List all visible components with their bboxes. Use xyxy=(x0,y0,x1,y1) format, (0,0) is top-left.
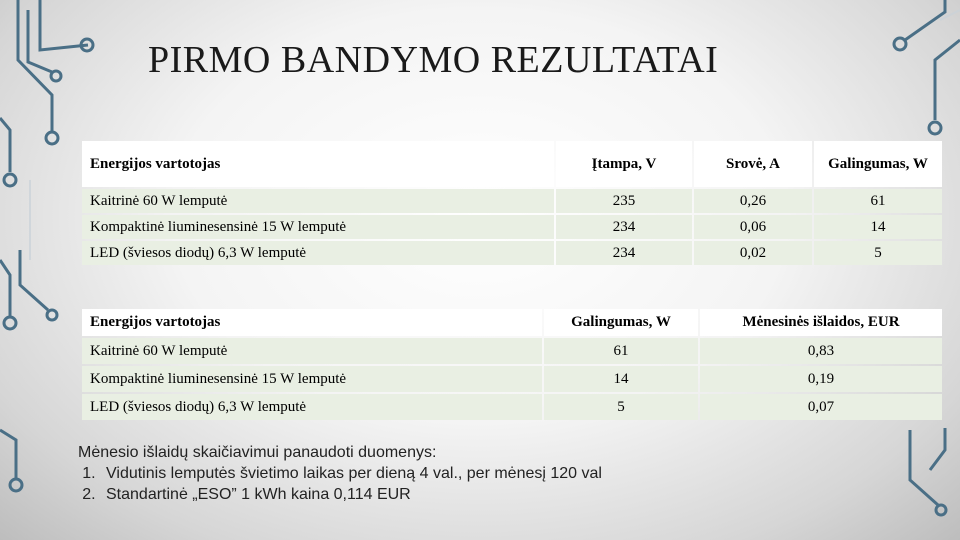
page-title: PIRMO BANDYMO REZULTATAI xyxy=(148,39,719,81)
table-cell: 0,02 xyxy=(694,241,812,265)
table-cell: Kaitrinė 60 W lemputė xyxy=(82,338,542,364)
table-cell: 61 xyxy=(814,189,942,213)
table-row xyxy=(82,394,942,420)
table-cell: 61 xyxy=(544,338,698,364)
table-cell: LED (šviesos diodų) 6,3 W lemputė xyxy=(82,394,542,420)
measurement-table xyxy=(80,139,944,267)
column-header: Galingumas, W xyxy=(814,141,942,187)
table-cell: 5 xyxy=(814,241,942,265)
column-header: Energijos vartotojas xyxy=(82,141,554,187)
table-cell: 0,26 xyxy=(694,189,812,213)
table-row xyxy=(82,338,942,364)
table-cell: 234 xyxy=(556,241,692,265)
table-cell: 14 xyxy=(814,215,942,239)
table-row xyxy=(82,241,942,265)
table-row xyxy=(82,189,942,213)
table-row xyxy=(82,215,942,239)
table-cell: 0,19 xyxy=(700,366,942,392)
table-cell: 235 xyxy=(556,189,692,213)
table-cell: 0,83 xyxy=(700,338,942,364)
table-cell: 14 xyxy=(544,366,698,392)
column-header: Galingumas, W xyxy=(544,309,698,336)
table-cell: 5 xyxy=(544,394,698,420)
column-header: Energijos vartotojas xyxy=(82,309,542,336)
table-cell: 0,06 xyxy=(694,215,812,239)
list-item: 2. Standartinė „ESO” 1 kWh kaina 0,114 EUR xyxy=(100,484,638,505)
table-cell: 0,07 xyxy=(700,394,942,420)
column-header: Mėnesinės išlaidos, EUR xyxy=(700,309,942,336)
table-header-row xyxy=(82,309,942,336)
notes-list xyxy=(78,463,638,505)
table-cell: Kaitrinė 60 W lemputė xyxy=(82,189,554,213)
table-row xyxy=(82,366,942,392)
cost-table xyxy=(80,307,944,422)
table-cell: Kompaktinė liuminesensinė 15 W lemputė xyxy=(82,215,554,239)
table-header-row xyxy=(82,141,942,187)
column-header: Įtampa, V xyxy=(556,141,692,187)
table-cell: LED (šviesos diodų) 6,3 W lemputė xyxy=(82,241,554,265)
table-cell: Kompaktinė liuminesensinė 15 W lemputė xyxy=(82,366,542,392)
column-header: Srovė, A xyxy=(694,141,812,187)
notes-intro: Mėnesio išlaidų skaičiavimui panaudoti duomenys: xyxy=(78,444,437,461)
list-item: 1. Vidutinis lemputės švietimo laikas per dieną 4 val., per mėnesį 120 val xyxy=(100,463,638,484)
table-cell: 234 xyxy=(556,215,692,239)
calculation-notes xyxy=(78,442,638,505)
